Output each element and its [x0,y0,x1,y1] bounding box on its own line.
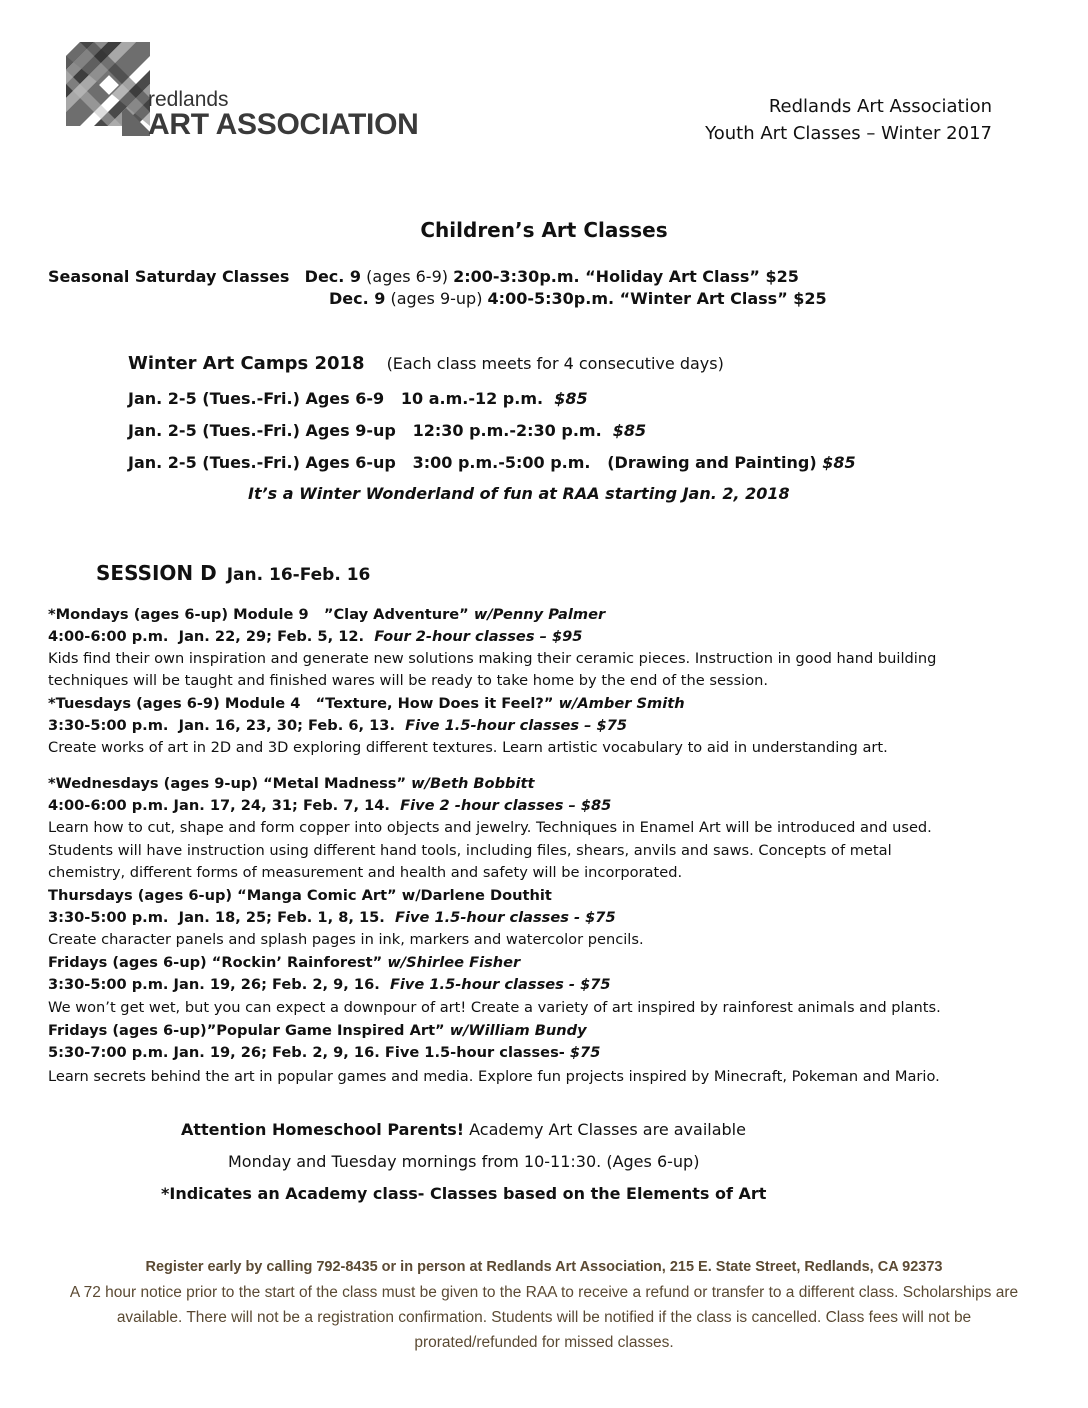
class-6-teacher: w/William Bundy [449,1022,587,1039]
class-2-fee: Five 1.5-hour classes – $75 [405,717,628,734]
class-5-schedule: 3:30-5:00 p.m. Jan. 19, 26; Feb. 2, 9, 16. [48,976,390,993]
camp-row-2-text: Jan. 2-5 (Tues.-Fri.) Ages 9-up 12:30 p.m.-2:30 p.m. [128,421,613,440]
class-5-fee: Five 1.5-hour classes - $75 [389,976,611,993]
class-1-title: *Mondays (ages 6-up) Module 9 ”Clay Adventure” [48,606,474,623]
class-4-desc-1: Create character panels and splash pages in ink, markers and watercolor pencils. [48,931,644,948]
logo-mark-icon [66,42,150,136]
class-3-head [48,773,534,795]
class-6-sched [48,1042,600,1064]
class-2-teacher: w/Amber Smith [558,695,685,712]
homeschool-line-1 [181,1120,746,1139]
session-dates: Jan. 16-Feb. 16 [226,565,371,585]
footer-line-3: available. There will not be a registration confirmation. Students will be notified if the class is cancelled. Class fees will not be [116,1309,972,1326]
class-2-schedule: 3:30-5:00 p.m. Jan. 16, 23, 30; Feb. 6, 13. [48,717,406,734]
camp-row-1-price: $85 [554,389,588,408]
header-block [705,93,992,147]
class-1-desc-2: techniques will be taught and finished wares will be ready to take home by the end of the session. [48,672,769,689]
class-6-title: Fridays (ages 6-up)”Popular Game Inspired Art” [48,1022,450,1039]
class-3-title: *Wednesdays (ages 9-up) “Metal Madness” [48,775,412,792]
seasonal-date-2: Dec. 9 [329,289,386,308]
class-2-desc-1: Create works of art in 2D and 3D exploring different textures. Learn artistic vocabulary to aid in understanding art. [48,739,888,756]
seasonal-date-1: Dec. 9 [304,267,362,286]
class-5-title: Fridays (ages 6-up) “Rockin’ Rainforest” [48,954,388,971]
class-2-title: *Tuesdays (ages 6-9) Module 4 “Texture, How Does it Feel?” [48,695,559,712]
class-1-sched [48,626,582,648]
class-3-teacher: w/Beth Bobbitt [411,775,535,792]
class-2-sched [48,715,627,737]
class-6-desc-1: Learn secrets behind the art in popular games and media. Explore fun projects inspired by Minecraft, Pokeman and Mario. [48,1068,940,1085]
logo [66,42,426,142]
class-3-desc-2: Students will have instruction using different hand tools, including files, shears, anvils and saws. Concepts of metal [48,842,892,859]
class-5-desc-1: We won’t get wet, but you can expect a downpour of art! Create a variety of art inspired by rainforest animals and plants. [48,999,941,1016]
class-4-sched [48,907,616,929]
class-4-fee: Five 1.5-hour classes - $75 [395,909,616,926]
class-1-desc-1: Kids find their own inspiration and generate new solutions making their ceramic pieces. Instruction in good hand building [48,650,937,667]
camp-row-1 [128,389,588,408]
camps-note: (Each class meets for 4 consecutive days) [386,354,724,373]
class-3-desc-1: Learn how to cut, shape and form copper into objects and jewelry. Techniques in Enamel Art will be introduced and used. [48,819,932,836]
footer-line-4: prorated/refunded for missed classes. [414,1334,674,1351]
class-2-head [48,693,685,715]
seasonal-label: Seasonal Saturday Classes [48,267,290,286]
seasonal-ages-2: (ages 9-up) [385,289,488,308]
class-6-head [48,1020,587,1042]
camp-row-3-price: $85 [822,453,856,472]
homeschool-academy-note: *Indicates an Academy class- Classes based on the Elements of Art [161,1184,767,1203]
camp-row-3-text: Jan. 2-5 (Tues.-Fri.) Ages 6-up 3:00 p.m.-5:00 p.m. (Drawing and Painting) [128,453,823,472]
class-4-head [48,885,552,907]
class-4-title: Thursdays (ages 6-up) “Manga Comic Art” w/Darlene Douthit [48,887,552,904]
seasonal-row-2 [329,289,827,308]
camps-title: Winter Art Camps 2018 [128,353,365,374]
class-1-head [48,604,605,626]
camps-tagline-text: It’s a Winter Wonderland of fun at RAA starting Jan. 2, 2018 [248,484,790,503]
footer [0,1255,1088,1355]
class-5-sched [48,974,611,996]
seasonal-time-2: 4:00-5:30p.m. “Winter Art Class” $25 [487,289,827,308]
class-6-fee: $75 [569,1044,601,1061]
class-4-schedule: 3:30-5:00 p.m. Jan. 18, 25; Feb. 1, 8, 15. [48,909,396,926]
class-1-schedule: 4:00-6:00 p.m. Jan. 22, 29; Feb. 5, 12. [48,628,375,645]
header-subtitle: Youth Art Classes – Winter 2017 [705,123,992,144]
homeschool-line-2: Monday and Tuesday mornings from 10-11:30. (Ages 6-up) [228,1152,700,1171]
class-3-fee: Five 2 -hour classes – $85 [400,797,612,814]
seasonal-time-1: 2:00-3:30p.m. “Holiday Art Class” $25 [453,267,799,286]
class-5-teacher: w/Shirlee Fisher [387,954,521,971]
camps-heading [128,353,724,374]
camp-row-3 [128,453,856,472]
footer-line-2: A 72 hour notice prior to the start of the class must be given to the RAA to receive a refund or transfer to a different class. Scholarships are [69,1284,1019,1301]
class-3-desc-3: chemistry, different forms of measurement and health and safety will be incorporated. [48,864,683,881]
homeschool-rest: Academy Art Classes are available [464,1120,746,1139]
seasonal-row-1 [48,267,799,286]
camp-row-2-price: $85 [612,421,647,440]
class-3-sched [48,795,611,817]
session-label: SESSION D [96,561,217,585]
class-3-schedule: 4:00-6:00 p.m. Jan. 17, 24, 31; Feb. 7, 14. [48,797,401,814]
session-heading [96,561,370,585]
header-org-name: Redlands Art Association [768,96,992,117]
homeschool-bold: Attention Homeschool Parents! [181,1120,465,1139]
camps-tagline [248,484,790,503]
class-5-head [48,952,520,974]
class-1-teacher: w/Penny Palmer [473,606,606,623]
logo-small-text: redlands [148,88,229,111]
camp-row-1-text: Jan. 2-5 (Tues.-Fri.) Ages 6-9 10 a.m.-12 p.m. [128,389,555,408]
logo-big-text: ART ASSOCIATION [148,108,419,141]
camp-row-2 [128,421,646,440]
class-1-fee: Four 2-hour classes – $95 [374,628,583,645]
homeschool-line-3 [161,1184,766,1203]
class-6-schedule: 5:30-7:00 p.m. Jan. 19, 26; Feb. 2, 9, 16. Five 1.5-hour classes- [48,1044,570,1061]
page-title: Children’s Art Classes [420,218,668,242]
footer-register: Register early by calling 792-8435 or in person at Redlands Art Association, 215 E. State Street, Redlands, CA 92373 [145,1259,943,1275]
seasonal-ages-1: (ages 6-9) [361,267,454,286]
